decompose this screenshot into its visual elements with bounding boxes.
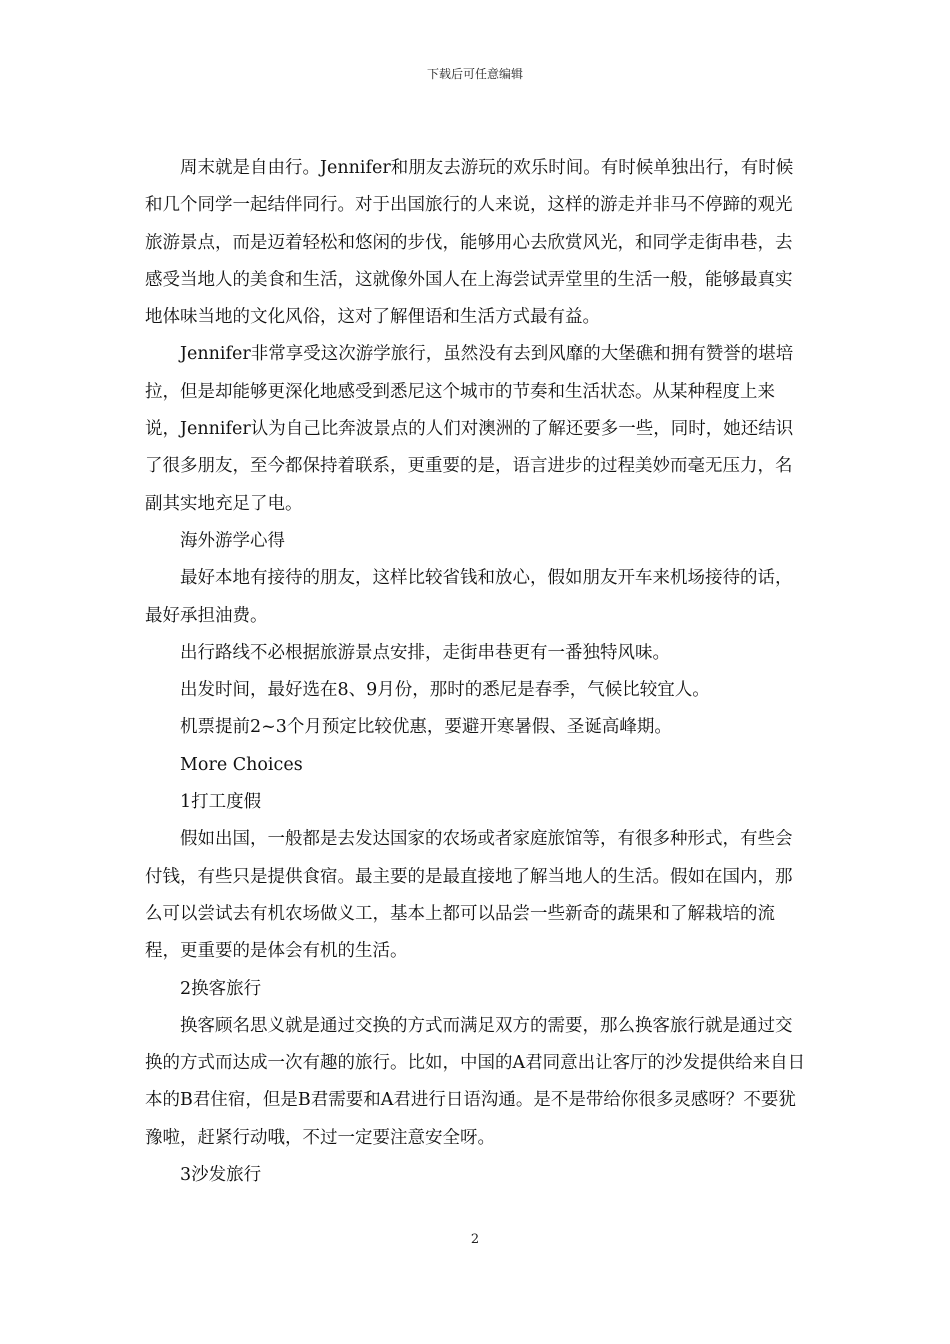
page-header: 下载后可任意编辑: [426, 67, 523, 81]
page-number: 2: [470, 1232, 480, 1247]
tip-air-tickets: 机票提前2~3个月预定比较优惠，要避开寒暑假、圣诞高峰期。: [180, 717, 672, 738]
paragraph-jennifer-experience: Jennifer非常享受这次游学旅行，虽然没有去到风靡的大堡礁和拥有赞誉的堪培拉，但是却能够更深化地感受到悉尼这个城市的节奏和生活状态。从某种程度上来说，Jennifer认为自己比奔波景点的人们对澳洲的了解还要多一些，同时，她还结识了很多朋友，至今都保持着联系，更重要的是，语言进步的过程美妙而毫无压力，名副其实地充足了电。: [145, 344, 794, 514]
paragraph-exchange-travel: 换客顾名思义就是通过交换的方式而满足双方的需要，那么换客旅行就是通过交换的方式而达成一次有趣的旅行。比如，中国的A君同意出让客厅的沙发提供给来自日本的B君住宿，但是B君需要和A君进行日语沟通。是不是带给你很多灵感呀？不要犹豫啦，赶紧行动哦，不过一定要注意安全呀。: [145, 1015, 806, 1148]
document-body: [145, 150, 807, 1194]
paragraph-weekend-travel: 周末就是自由行。Jennifer和朋友去游玩的欢乐时间。有时候单独出行，有时候和几个同学一起结伴同行。对于出国旅行的人来说，这样的游走并非马不停蹄的观光旅游景点，而是迈着轻松和悠闲的步伐，能够用心去欣赏风光，和同学走街串巷，去感受当地人的美食和生活，这就像外国人在上海尝试弄堂里的生活一般，能够最真实地体味当地的文化风俗，这对了解俚语和生活方式最有益。: [145, 158, 794, 328]
section-heading-more-choices: More Choices: [180, 754, 303, 775]
paragraph-working-holiday: 假如出国，一般都是去发达国家的农场或者家庭旅馆等，有很多种形式，有些会付钱，有些只是提供食宿。最主要的是最直接地了解当地人的生活。假如在国内，那么可以尝试去有机农场做义工，基本上都可以品尝一些新奇的蔬果和了解栽培的流程，更重要的是体会有机的生活。: [145, 829, 793, 962]
subheading-working-holiday: 1打工度假: [180, 792, 262, 813]
section-heading-study-tips: 海外游学心得: [180, 530, 285, 551]
tip-local-friend: 最好本地有接待的朋友，这样比较省钱和放心，假如朋友开车来机场接待的话，最好承担油费。: [145, 568, 793, 626]
subheading-couch-surfing: 3沙发旅行: [180, 1165, 262, 1186]
tip-route: 出行路线不必根据旅游景点安排，走街串巷更有一番独特风味。: [180, 642, 670, 663]
tip-departure-time: 出发时间，最好选在8、9月份，那时的悉尼是春季，气候比较宜人。: [180, 680, 710, 701]
subheading-exchange-travel: 2换客旅行: [180, 978, 262, 999]
